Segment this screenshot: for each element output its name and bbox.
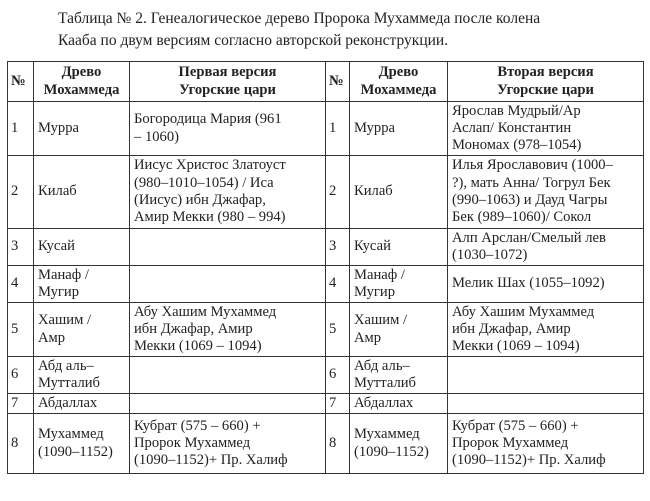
cell-version-1-line: Иисус Христос Златоуст (134, 157, 286, 174)
cell-num (8, 266, 34, 303)
cell-num-2-text: 4 (329, 275, 337, 292)
cell-version-1 (130, 414, 326, 474)
cell-tree-line: Мухаммед (38, 426, 104, 443)
cell-num-2 (326, 414, 350, 474)
cell-version-2 (448, 357, 644, 394)
table-row (8, 394, 644, 414)
header-num-2: № (326, 62, 350, 102)
cell-version-1-line: (Иисус) ибн Джафар, (134, 192, 266, 208)
cell-tree-line: Манаф / (38, 266, 89, 283)
cell-version-1-line: – 1060) (134, 128, 179, 145)
cell-num-text: 3 (11, 238, 19, 255)
cell-tree (34, 394, 130, 414)
cell-version-2 (448, 156, 644, 229)
cell-version-1-line: Амир Мекки (980 – 994) (134, 209, 286, 226)
cell-num (8, 394, 34, 414)
cell-tree-line: (1090–1152) (38, 443, 113, 460)
cell-num-2 (326, 394, 350, 414)
cell-tree-2 (350, 357, 448, 394)
cell-version-1-line: Пророк Мухаммед (134, 434, 251, 451)
cell-version-2-line: ибн Джафар, Амир (452, 320, 571, 337)
caption-line-2: Кааба по двум версиям согласно авторской реконструкции. (58, 32, 449, 49)
cell-num-text: 1 (11, 119, 19, 136)
cell-num-text: 5 (11, 320, 19, 337)
cell-tree-line: Мурра (38, 119, 79, 136)
cell-version-2 (448, 394, 644, 414)
cell-version-2-line: ?), мать Анна/ Тогрул Бек (452, 174, 611, 191)
cell-num-2-text: 7 (329, 394, 337, 411)
cell-num-2-text: 6 (329, 366, 337, 383)
header-tree-2: Древо Мохаммеда (350, 62, 448, 102)
cell-tree-line: Амр (38, 329, 66, 346)
cell-num-2-text: 5 (329, 320, 337, 337)
cell-tree-2 (350, 303, 448, 357)
cell-num-2 (326, 229, 350, 266)
cell-tree-line: Мутталиб (38, 375, 100, 391)
cell-tree (34, 303, 130, 357)
table-row (8, 156, 644, 229)
table-row (8, 357, 644, 394)
cell-version-1-line: (1090–1152)+ Пр. Халиф (134, 452, 288, 469)
caption-line-1: Таблица № 2. Генеалогическое дерево Пророка Мухаммеда после колена (58, 10, 541, 27)
cell-num-text: 6 (11, 366, 19, 383)
cell-tree-2-line: Манаф / (354, 266, 405, 283)
cell-version-2-line: Аслап/ Константин (452, 119, 572, 136)
cell-tree-2-line: Мурра (354, 119, 395, 136)
cell-num-text: 4 (11, 275, 19, 292)
cell-tree-2-line: Хашим / (354, 312, 408, 329)
cell-num-2-text: 8 (329, 434, 337, 451)
table-row (8, 414, 644, 474)
cell-tree-2-line: Килаб (354, 183, 393, 200)
genealogy-table (7, 61, 644, 474)
cell-num-2 (326, 303, 350, 357)
cell-tree (34, 414, 130, 474)
cell-tree-line: Абдаллах (38, 394, 98, 411)
cell-tree-2-line: (1090–1152) (354, 443, 429, 460)
cell-tree-2 (350, 229, 448, 266)
cell-version-2-line: Бек (989–1060)/ Сокол (452, 209, 592, 226)
cell-version-1 (130, 102, 326, 156)
cell-num (8, 229, 34, 266)
cell-tree-2-line: Мухаммед (354, 426, 420, 443)
cell-tree-2 (350, 266, 448, 303)
cell-tree (34, 266, 130, 303)
cell-num-2-text: 3 (329, 238, 337, 255)
cell-tree-line: Мугир (38, 284, 80, 300)
cell-tree-2-line: Абдаллах (354, 394, 414, 411)
cell-num-2-text: 1 (329, 119, 337, 136)
cell-tree-2 (350, 394, 448, 414)
cell-tree-2 (350, 102, 448, 156)
cell-num-2 (326, 357, 350, 394)
cell-num (8, 414, 34, 474)
cell-version-2-line: Кубрат (575 – 660) + (452, 417, 579, 434)
cell-tree (34, 102, 130, 156)
cell-version-1-line: Богородица Мария (961 (134, 111, 282, 128)
cell-version-1 (130, 303, 326, 357)
cell-tree-line: Кусай (38, 238, 75, 255)
cell-version-2 (448, 414, 644, 474)
cell-version-2 (448, 102, 644, 156)
cell-tree (34, 229, 130, 266)
cell-num-text: 8 (11, 434, 19, 451)
cell-version-2 (448, 266, 644, 303)
header-version-2: Вторая версия Угорские цари (448, 62, 644, 102)
header-version-1: Первая версия Угорские цари (130, 62, 326, 102)
cell-version-2-line: Алп Арслан/Смелый лев (452, 229, 606, 246)
cell-num (8, 102, 34, 156)
cell-version-1-line: Абу Хашим Мухаммед (134, 303, 277, 320)
header-num: № (8, 62, 34, 102)
cell-num-2 (326, 102, 350, 156)
cell-version-2-line: (1090–1152)+ Пр. Халиф (452, 452, 606, 469)
cell-tree-line: Килаб (38, 183, 77, 200)
cell-version-2-line: (990–1063) и Дауд Чагры (452, 192, 608, 208)
cell-version-2 (448, 303, 644, 357)
cell-version-1-line: ибн Джафар, Амир (134, 320, 253, 337)
cell-version-1 (130, 229, 326, 266)
cell-tree-line: Хашим / (38, 312, 92, 329)
cell-version-2-line: Мелик Шах (1055–1092) (452, 275, 605, 292)
table-row (8, 102, 644, 156)
cell-tree-2-line: Мугир (354, 284, 396, 300)
cell-num-2-text: 2 (329, 183, 337, 200)
cell-version-2-line: Абу Хашим Мухаммед (452, 303, 595, 320)
cell-version-1-line: (980–1010–1054) / Иса (134, 174, 274, 191)
cell-tree-2 (350, 156, 448, 229)
cell-tree-2-line: Амр (354, 329, 382, 346)
cell-version-2-line: Мекки (1069 – 1094) (452, 338, 580, 355)
cell-tree-2-line: Абд аль– (354, 357, 410, 374)
table-row (8, 229, 644, 266)
header-row (8, 62, 644, 102)
cell-version-2 (448, 229, 644, 266)
cell-tree-2-line: Кусай (354, 238, 391, 255)
cell-num-text: 7 (11, 394, 19, 411)
header-tree: Древо Мохаммеда (34, 62, 130, 102)
cell-version-1 (130, 394, 326, 414)
table-row (8, 303, 644, 357)
cell-version-1 (130, 266, 326, 303)
cell-num (8, 303, 34, 357)
cell-tree-2-line: Мутталиб (354, 375, 416, 391)
table-caption (58, 8, 638, 52)
cell-num-text: 2 (11, 183, 19, 200)
cell-version-1 (130, 156, 326, 229)
cell-version-1-line: Кубрат (575 – 660) + (134, 417, 261, 434)
cell-version-2-line: (1030–1072) (452, 247, 528, 263)
cell-version-1-line: Мекки (1069 – 1094) (134, 338, 262, 355)
cell-num (8, 156, 34, 229)
cell-version-2-line: Илья Ярославович (1000– (452, 157, 613, 174)
cell-version-2-line: Ярослав Мудрый/Ар (452, 102, 581, 119)
table-row (8, 266, 644, 303)
cell-tree-line: Абд аль– (38, 357, 94, 374)
cell-num-2 (326, 156, 350, 229)
cell-tree-2 (350, 414, 448, 474)
cell-num-2 (326, 266, 350, 303)
cell-tree (34, 156, 130, 229)
table-body (8, 102, 644, 474)
cell-version-2-line: Мономах (978–1054) (452, 137, 582, 154)
cell-version-1 (130, 357, 326, 394)
cell-tree (34, 357, 130, 394)
cell-num (8, 357, 34, 394)
cell-version-2-line: Пророк Мухаммед (452, 434, 569, 451)
